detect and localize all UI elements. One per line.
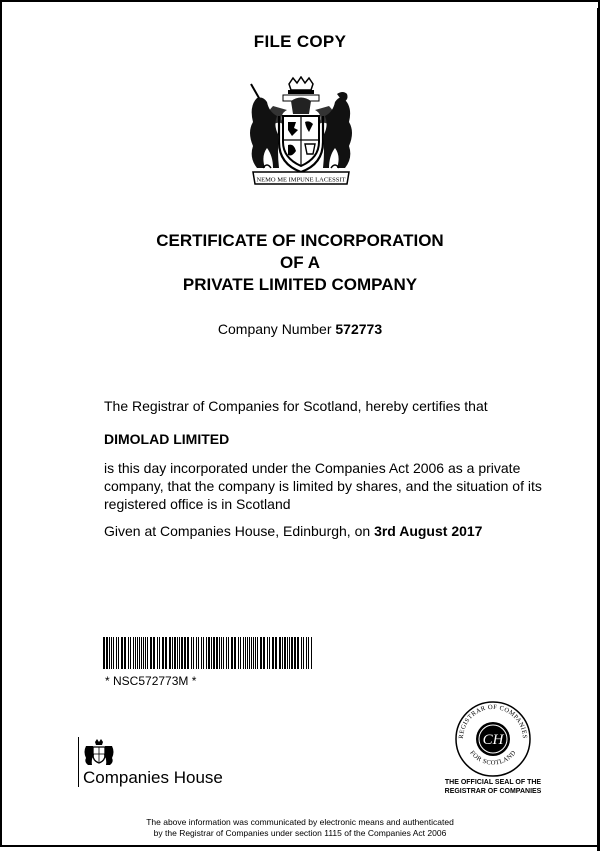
barcode-bar [139,637,140,669]
seal-caption-line-1: THE OFFICIAL SEAL OF THE [444,779,542,786]
seal-ring-top: REGISTRAR OF COMPANIES [457,703,529,739]
barcode-bar [234,637,236,669]
barcode-bar [275,637,277,669]
barcode-bar [311,637,312,669]
barcode-bar [165,637,167,669]
companies-house-logo [78,737,248,789]
barcode-bar [291,637,293,669]
barcode-bar [308,637,309,669]
footer-line-1: The above information was communicated by electronic means and authenticated [146,817,454,827]
barcode-bar [238,637,239,669]
barcode-bar [130,637,131,669]
certificate-title-line-1: CERTIFICATE OF INCORPORATION [156,231,444,250]
barcode-bar [191,637,192,669]
barcode-bar [206,637,207,669]
barcode-bar [257,637,258,669]
barcode-bar [255,637,256,669]
barcode-bar [145,637,146,669]
barcode-bar [153,637,155,669]
barcode-bar [211,637,212,669]
barcode-bar [213,637,215,669]
barcode-bar [196,637,197,669]
barcode-bar [301,637,302,669]
companies-house-name: Companies House [83,768,223,787]
footer-line-2: by the Registrar of Companies under section 1115 of the Companies Act 2006 [153,828,447,838]
barcode-bar [141,637,142,669]
barcode-bar [223,637,224,669]
seal-caption-line-2: REGISTRAR OF COMPANIES [444,788,542,795]
barcode-icon [103,637,315,669]
incorporation-statement: is this day incorporated under the Companies Act 2006 as a private company, that the company is limited by shares, and the situation of its registered office is in Scotland [104,460,542,512]
barcode-bar [203,637,204,669]
registrar-statement: The Registrar of Companies for Scotland, hereby certifies that [104,398,488,414]
barcode-bar [247,637,248,669]
barcode-bar [221,637,222,669]
barcode-bar [109,637,110,669]
barcode-text: * NSC572773M * [105,674,197,688]
crest-small-icon [82,738,116,766]
barcode-bar [187,637,189,669]
seal-monogram: CH [482,732,504,748]
certificate-title [2,230,598,296]
barcode-bar [116,637,117,669]
barcode-bar [172,637,173,669]
barcode-bar [143,637,144,669]
barcode-bar [193,637,194,669]
barcode-bar [198,637,199,669]
logo-divider [78,737,79,787]
barcode-bar [181,637,183,669]
barcode-bar [137,637,138,669]
barcode-bar [174,637,176,669]
barcode-bar [282,637,283,669]
barcode-bar [251,637,252,669]
barcode-bar [159,637,160,669]
official-seal-icon [449,697,537,777]
barcode-bar [279,637,281,669]
barcode-bar [289,637,290,669]
company-number-label: Company Number [217,321,332,337]
company-number-value: 572773 [335,321,383,337]
barcode-bar [267,637,268,669]
given-at-text: Given at Companies House, Edinburgh, on [104,523,371,539]
barcode-bar [303,637,304,669]
barcode-bar [118,637,119,669]
barcode-bar [184,637,186,669]
barcode-bar [128,637,129,669]
barcode-bar [147,637,148,669]
barcode-bar [297,637,299,669]
barcode-bar [243,637,244,669]
barcode-bar [245,637,246,669]
barcode-bar [284,637,286,669]
certificate-title-line-2: OF A [280,253,320,272]
barcode-bar [103,637,105,669]
barcode-bar [135,637,136,669]
barcode-bar [253,637,254,669]
barcode-bar [216,637,218,669]
barcode-bar [219,637,220,669]
certificate-title-line-3: PRIVATE LIMITED COMPANY [182,275,418,294]
barcode-bar [150,637,152,669]
seal-ring-bottom: FOR SCOTLAND [468,749,518,767]
barcode-bar [294,637,296,669]
given-at-line [104,522,552,540]
barcode-bar [169,637,171,669]
footer-note [2,817,598,839]
seal-caption [432,778,554,796]
barcode-bar [306,637,307,669]
crest-motto: NEMO ME IMPUNE LACESSIT [256,176,346,184]
barcode-bar [272,637,274,669]
barcode-bar [133,637,134,669]
barcode-bar [249,637,250,669]
barcode-bar [228,637,229,669]
incorporation-date: 3rd August 2017 [374,523,483,539]
barcode-bar [113,637,114,669]
company-number [2,321,598,337]
file-copy-heading: FILE COPY [253,32,347,51]
barcode-bar [208,637,210,669]
barcode-bar [177,637,178,669]
barcode-bar [287,637,288,669]
barcode-bar [231,637,233,669]
barcode-bar [201,637,202,669]
barcode-bar [269,637,270,669]
barcode-bar [263,637,265,669]
barcode-bar [260,637,262,669]
barcode-bar [111,637,112,669]
company-name: DIMOLAD LIMITED [104,431,230,447]
barcode-bar [240,637,241,669]
barcode-bar [124,637,126,669]
barcode-bar [121,637,123,669]
barcode-bar [179,637,180,669]
royal-coat-of-arms-icon [243,76,359,186]
barcode-bar [162,637,164,669]
barcode-bar [157,637,158,669]
barcode-bar [226,637,227,669]
barcode-bar [106,637,108,669]
